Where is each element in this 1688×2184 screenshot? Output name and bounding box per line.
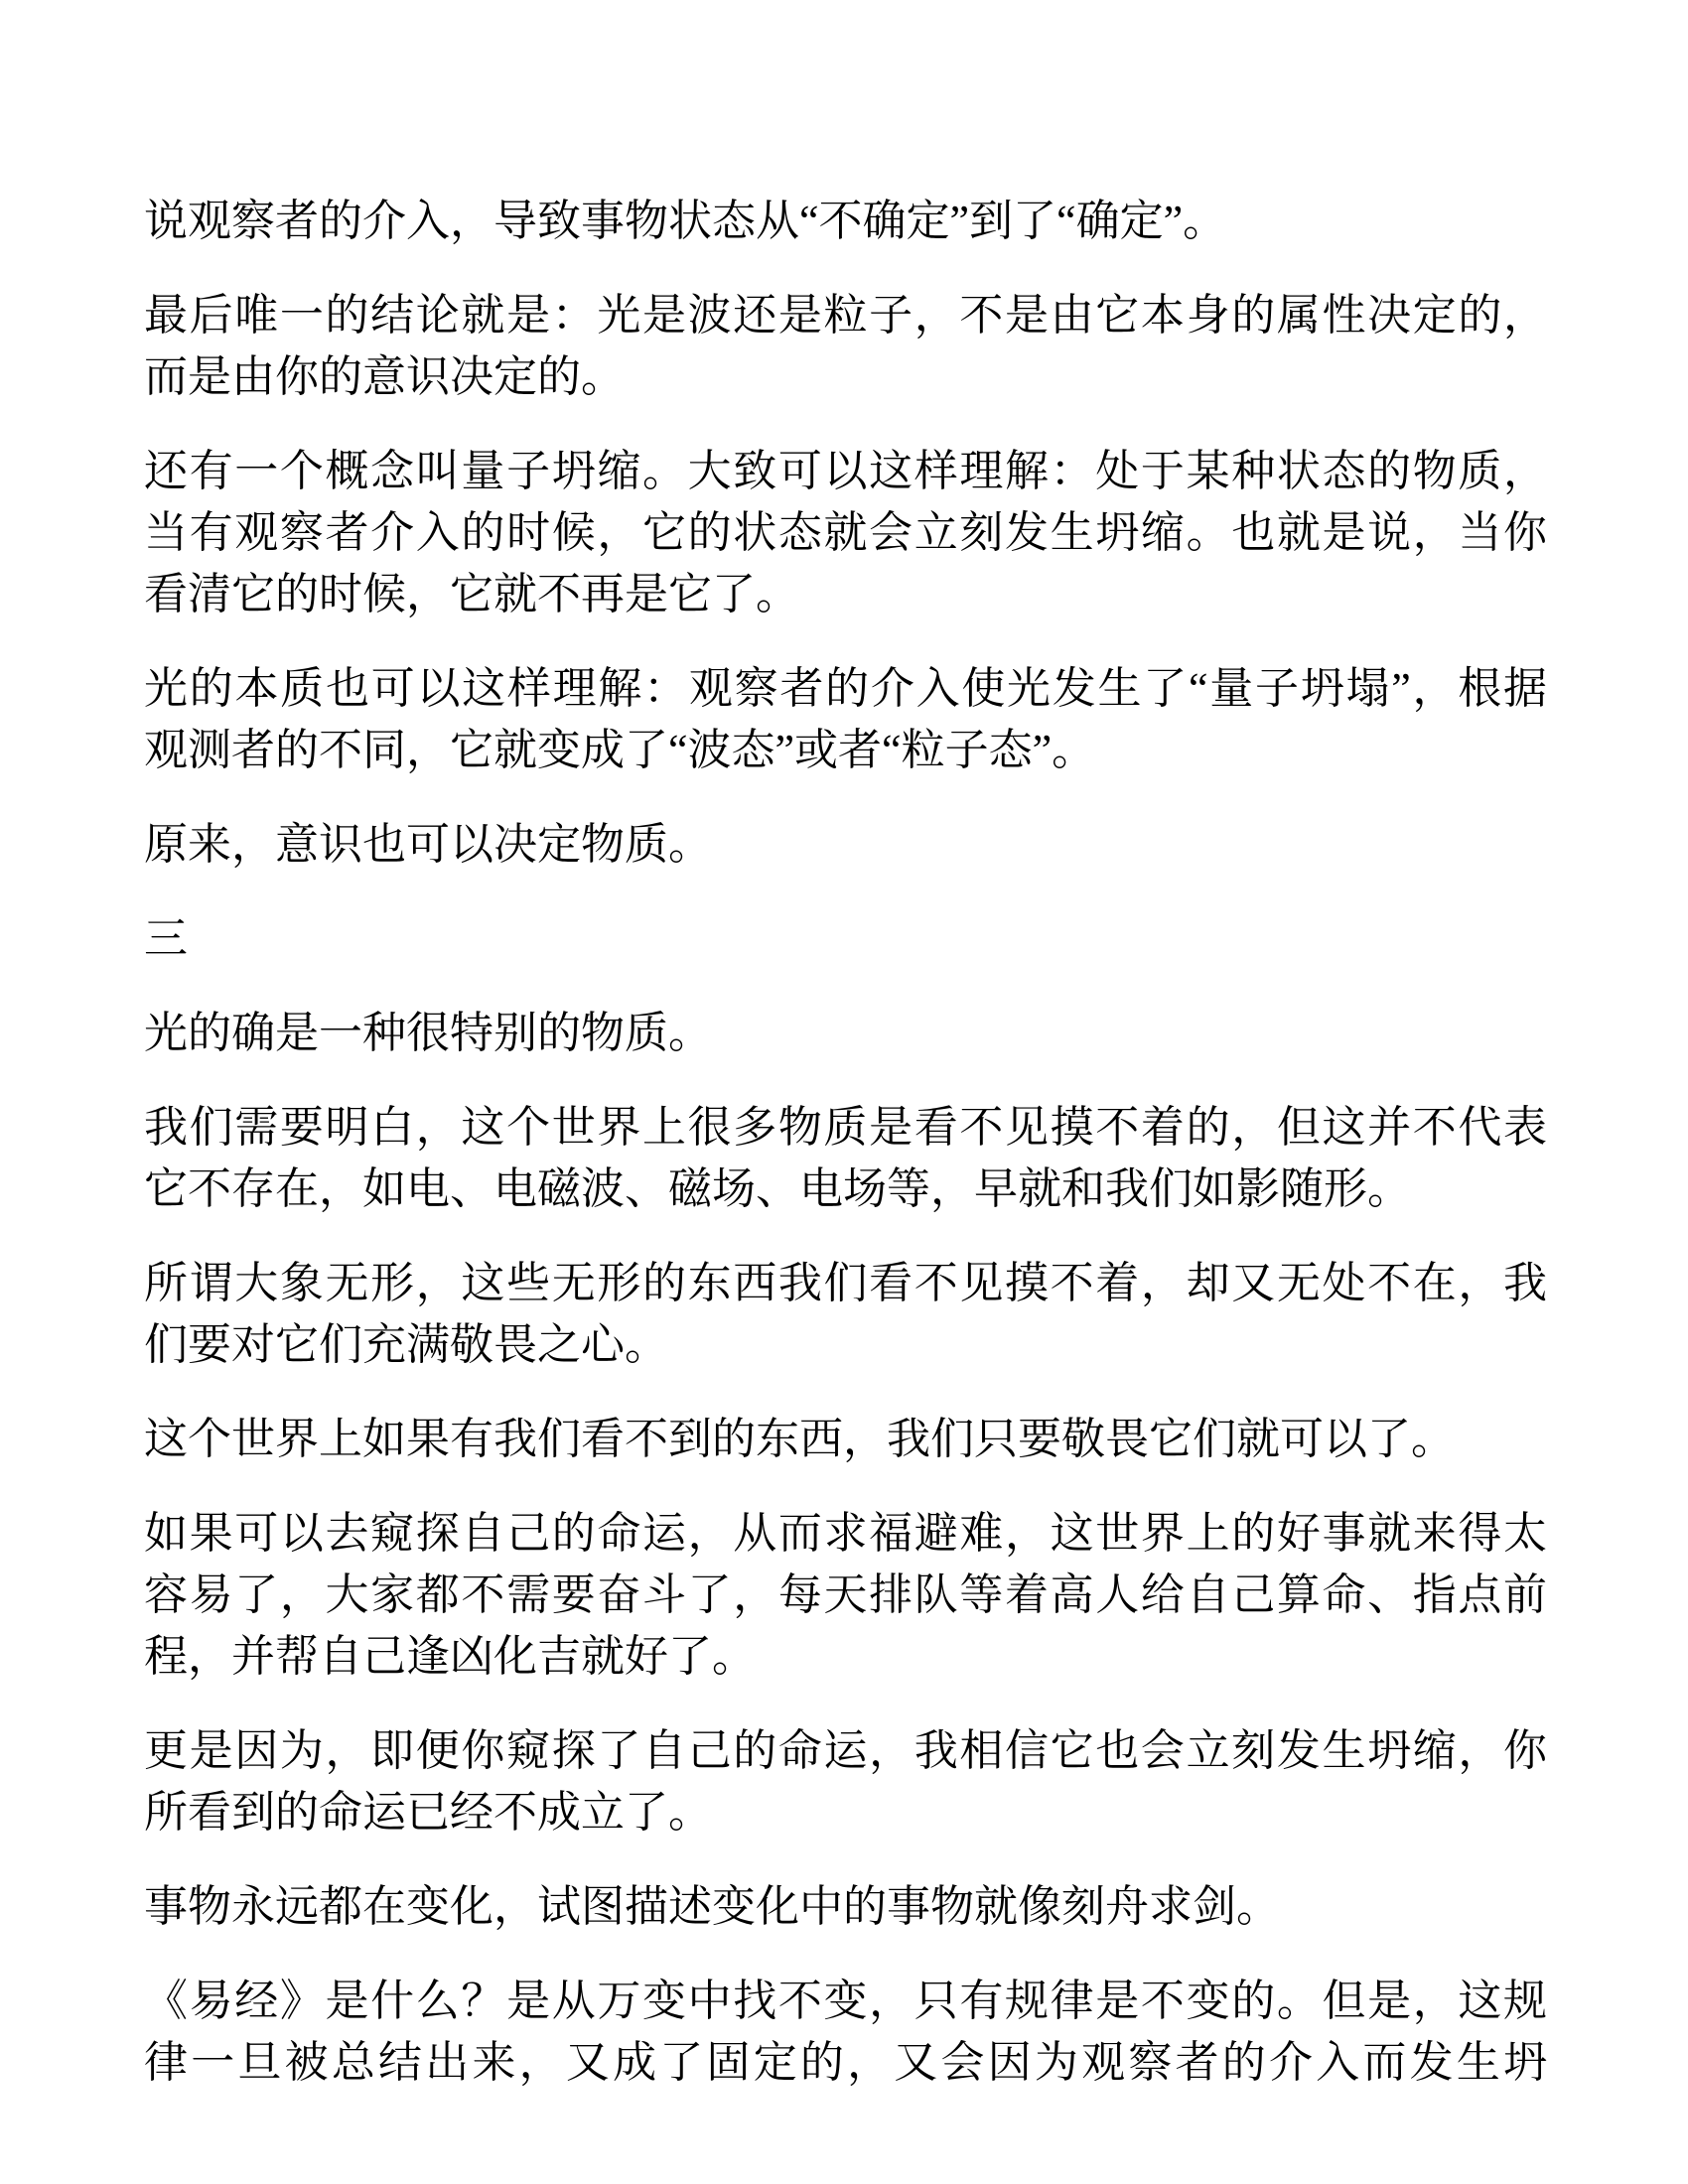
text-line: 所看到的命运已经不成立了。 [144, 1788, 712, 1837]
text-line: 光的确是一种很特别的物质。 [144, 1009, 712, 1057]
text-line: 事物永远都在变化，试图描述变化中的事物就像刻舟求剑。 [144, 1882, 1280, 1931]
paragraph [144, 658, 1547, 781]
paragraph [144, 1720, 1547, 1843]
text-line: 更是因为，即便你窥探了自己的命运，我相信它也会立刻发生坍缩，你 [144, 1726, 1547, 1775]
text-line: 这个世界上如果有我们看不到的东西，我们只要敬畏它们就可以了。 [144, 1415, 1455, 1463]
text-line: 说观察者的介入，导致事物状态从“不确定”到了“确定”。 [144, 197, 1227, 245]
section-marker-text: 三 [144, 914, 188, 963]
text-line: 《易经》是什么？是从万变中找不变，只有规律是不变的。但是，这规 [144, 1977, 1547, 2025]
paragraph [144, 285, 1547, 408]
paragraph [144, 191, 1547, 252]
paragraph [144, 1253, 1547, 1376]
text-line: 律一旦被总结出来，又成了固定的，又会因为观察者的介入而发生坍 [144, 2038, 1547, 2087]
text-line: 光的本质也可以这样理解：观察者的介入使光发生了“量子坍塌”，根据 [144, 664, 1547, 713]
paragraph [144, 1503, 1547, 1688]
text-line: 容易了，大家都不需要奋斗了，每天排队等着高人给自己算命、指点前 [144, 1570, 1547, 1619]
paragraph [144, 1409, 1547, 1470]
text-line: 们要对它们充满敬畏之心。 [144, 1320, 668, 1369]
text-line: 当有观察者介入的时候，它的状态就会立刻发生坍缩。也就是说，当你 [144, 508, 1547, 557]
paragraph [144, 1003, 1547, 1064]
paragraph [144, 1876, 1547, 1938]
text-line: 程，并帮自己逢凶化吉就好了。 [144, 1632, 756, 1681]
text-line: 所谓大象无形，这些无形的东西我们看不见摸不着，却又无处不在，我 [144, 1259, 1547, 1307]
text-line: 还有一个概念叫量子坍缩。大致可以这样理解：处于某种状态的物质， [144, 447, 1547, 495]
text-line: 看清它的时候，它就不再是它了。 [144, 570, 799, 618]
paragraph [144, 814, 1547, 876]
text-line: 如果可以去窥探自己的命运，从而求福避难，这世界上的好事就来得太 [144, 1509, 1547, 1558]
paragraph [144, 1097, 1547, 1220]
text-line: 最后唯一的结论就是：光是波还是粒子，不是由它本身的属性决定的， [144, 291, 1547, 340]
text-line: 原来，意识也可以决定物质。 [144, 820, 712, 869]
text-line: 观测者的不同，它就变成了“波态”或者“粒子态”。 [144, 726, 1096, 774]
text-line: 我们需要明白，这个世界上很多物质是看不见摸不着的，但这并不代表 [144, 1103, 1547, 1152]
section-heading [144, 908, 1547, 970]
paragraph [144, 1971, 1547, 2094]
paragraph [144, 441, 1547, 625]
text-line: 它不存在，如电、电磁波、磁场、电场等，早就和我们如影随形。 [144, 1164, 1411, 1213]
text-line: 而是由你的意识决定的。 [144, 352, 625, 401]
